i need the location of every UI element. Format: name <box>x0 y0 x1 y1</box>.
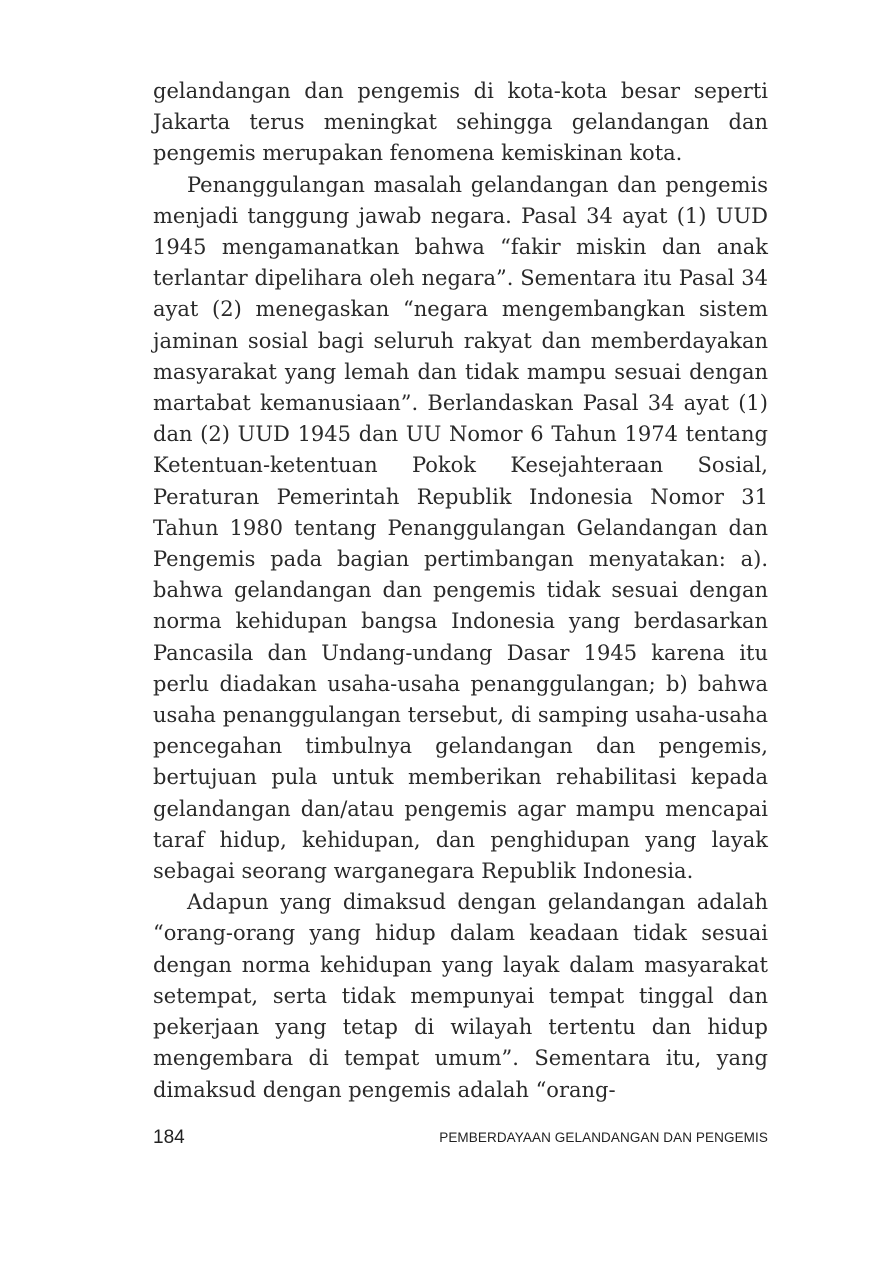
paragraph-definition: Adapun yang dimaksud dengan gelandangan adalah “orang-orang yang hidup dalam keadaan tidak sesuai dengan norma kehidupan yang layak dalam masyarakat setempat, serta tidak mempunyai tempat tinggal dan pekerjaan yang tetap di wilayah tertentu dan hidup mengembara di tempat umum”. Sementara itu, yang dimaksud dengan pengemis adalah “orang- <box>153 890 768 1102</box>
paragraph-legal-basis: Penanggulangan masalah gelandangan dan pengemis menjadi tanggung jawab negara. Pasal 34 ayat (1) UUD 1945 mengamanatkan bahwa “fakir miskin dan anak terlantar dipelihara oleh negara”. Sementara itu Pasal 34 ayat (2) menegaskan “negara mengembangkan sistem jaminan sosial bagi seluruh rakyat dan memberdayakan masyarakat yang lemah dan tidak mampu sesuai dengan martabat kemanusiaan”. Berlandaskan Pasal 34 ayat (1) dan (2) UUD 1945 dan UU Nomor 6 Tahun 1974 tentang Ketentuan-ketentuan Pokok Kesejahteraan Sosial, Peraturan Pemerintah Republik Indonesia Nomor 31 Tahun 1980 tentang Penanggulangan Gelandangan dan Pengemis pada bagian pertimbangan menyatakan: a). bahwa gelandangan dan pengemis tidak sesuai dengan norma kehidupan bangsa Indonesia yang berdasarkan Pancasila dan Undang-undang Dasar 1945 karena itu perlu diadakan usaha-usaha penanggulangan; b) bahwa usaha penanggulangan tersebut, di samping usaha-usaha pencegahan timbulnya gelandangan dan pengemis, bertujuan pula untuk memberikan rehabilitasi kepada gelandangan dan/atau pengemis agar mampu mencapai taraf hidup, kehidupan, dan penghidupan yang layak sebagai seorang warganegara Republik Indonesia. <box>153 172 768 884</box>
body-text <box>153 76 768 1106</box>
running-title: PEMBERDAYAAN GELANDANGAN DAN PENGEMIS <box>439 1130 768 1145</box>
paragraph-continuation: gelandangan dan pengemis di kota-kota besar seperti Jakarta terus meningkat sehingga gelandangan dan pengemis merupakan fenomena kemiskinan kota. <box>153 79 768 166</box>
page-number: 184 <box>153 1127 185 1148</box>
